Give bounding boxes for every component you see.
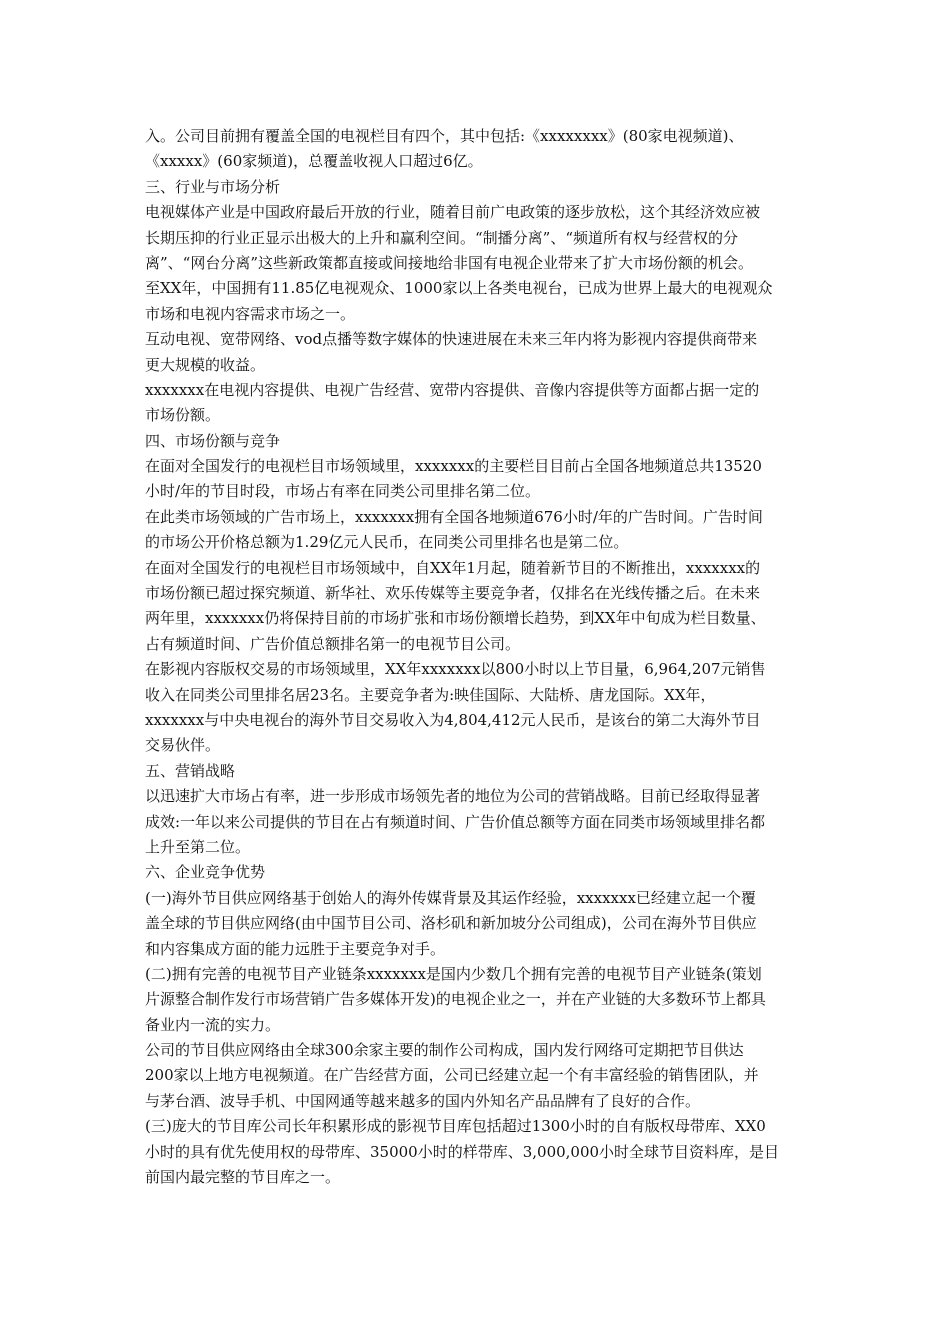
text-line: 至XX年，中国拥有11.85亿电视观众、1000家以上各类电视台，已成为世界上最大的电视观众 <box>145 279 773 298</box>
text-line: 电视媒体产业是中国政府最后开放的行业，随着目前广电政策的逐步放松，这个其经济效应被 <box>145 203 761 222</box>
text-line: 和内容集成方面的能力远胜于主要竞争对手。 <box>145 939 446 958</box>
text-line: 的市场公开价格总额为1.29亿元人民币，在同类公司里排名也是第二位。 <box>145 533 629 552</box>
text-line: 三、行业与市场分析 <box>145 177 281 196</box>
text-line: 收入在同类公司里排名居23名。主要竞争者为:映佳国际、大陆桥、唐龙国际。XX年， <box>145 685 716 704</box>
text-line: (一)海外节目供应网络基于创始人的海外传媒背景及其运作经验，xxxxxxx已经建立起一个覆 <box>145 888 756 907</box>
text-line: 在面对全国发行的电视栏目市场领域里，xxxxxxx的主要栏目目前占全国各地频道总共13520 <box>145 457 762 476</box>
text-line: 市场份额。 <box>145 406 221 425</box>
text-line: 前国内最完整的节目库之一。 <box>145 1168 341 1187</box>
text-line: 200家以上地方电视频道。在广告经营方面，公司已经建立起一个有丰富经验的销售团队，并 <box>145 1066 759 1085</box>
text-line: (二)拥有完善的电视节目产业链条xxxxxxx是国内少数几个拥有完善的电视节目产业链条(策划 <box>145 964 762 983</box>
text-line: xxxxxxx与中央电视台的海外节目交易收入为4,804,412元人民币，是该台的第二大海外节目 <box>145 710 761 729</box>
text-line: 占有频道时间、广告价值总额排名第一的电视节目公司。 <box>145 634 521 653</box>
text-line: 公司的节目供应网络由全球300余家主要的制作公司构成，国内发行网络可定期把节目供达 <box>145 1041 744 1060</box>
text-line: 四、市场份额与竞争 <box>145 431 281 450</box>
text-line: 长期压抑的行业正显示出极大的上升和赢利空间。“制播分离”、“频道所有权与经营权的分 <box>145 228 739 247</box>
text-line: 离”、“网台分离”这些新政策都直接或间接地给非国有电视企业带来了扩大市场份额的机会。 <box>145 253 754 272</box>
text-line: 市场份额已超过探究频道、新华社、欢乐传媒等主要竞争者，仅排名在光线传播之后。在未来 <box>145 584 761 603</box>
text-line: (三)庞大的节目库公司长年积累形成的影视节目库包括超过1300小时的自有版权母带库、XX0 <box>145 1117 766 1136</box>
text-line: 在面对全国发行的电视栏目市场领域中，自XX年1月起，随着新节目的不断推出，xxxxxxx的 <box>145 558 761 577</box>
text-line: 在影视内容版权交易的市场领域里，XX年xxxxxxx以800小时以上节目量，6,964,207元销售 <box>145 660 766 679</box>
text-line: 市场和电视内容需求市场之一。 <box>145 304 356 323</box>
text-line: 成效:一年以来公司提供的节目在占有频道时间、广告价值总额等方面在同类市场领域里排名都 <box>145 812 766 831</box>
text-line: 在此类市场领域的广告市场上，xxxxxxx拥有全国各地频道676小时/年的广告时间。广告时间 <box>145 507 763 526</box>
text-line: 以迅速扩大市场占有率，进一步形成市场领先者的地位为公司的营销战略。目前已经取得显著 <box>145 787 761 806</box>
text-line: 备业内一流的实力。 <box>145 1015 281 1034</box>
text-line: 交易伙伴。 <box>145 736 221 755</box>
text-line: 上升至第二位。 <box>145 837 251 856</box>
text-line: 盖全球的节目供应网络(由中国节目公司、洛杉矶和新加坡分公司组成)，公司在海外节目供应 <box>145 914 757 933</box>
text-line: 《xxxxx》(60家频道)，总覆盖收视人口超过6亿。 <box>145 152 483 171</box>
text-line: 互动电视、宽带网络、vod点播等数字媒体的快速进展在未来三年内将为影视内容提供商带来 <box>145 330 758 349</box>
document-body <box>145 124 810 1190</box>
text-line: xxxxxxx在电视内容提供、电视广告经营、宽带内容提供、音像内容提供等方面都占据一定的 <box>145 380 760 399</box>
text-line: 五、营销战略 <box>145 761 236 780</box>
text-line: 与茅台酒、波导手机、中国网通等越来越多的国内外知名产品品牌有了良好的合作。 <box>145 1091 701 1110</box>
text-line: 入。公司目前拥有覆盖全国的电视栏目有四个，其中包括:《xxxxxxxx》(80家电视频道)、 <box>145 127 744 145</box>
text-line: 小时的具有优先使用权的母带库、35000小时的样带库、3,000,000小时全球节目资料库，是目 <box>145 1142 780 1161</box>
text-line: 片源整合制作发行市场营销广告多媒体开发)的电视企业之一，并在产业链的大多数环节上都具 <box>145 990 766 1009</box>
text-line: 两年里，xxxxxxx仍将保持目前的市场扩张和市场份额增长趋势，到XX年中旬成为栏目数量、 <box>145 609 766 628</box>
text-line: 小时/年的节目时段，市场占有率在同类公司里排名第二位。 <box>145 482 541 501</box>
text-line: 更大规模的收益。 <box>145 355 266 374</box>
text-line: 六、企业竞争优势 <box>145 863 266 882</box>
